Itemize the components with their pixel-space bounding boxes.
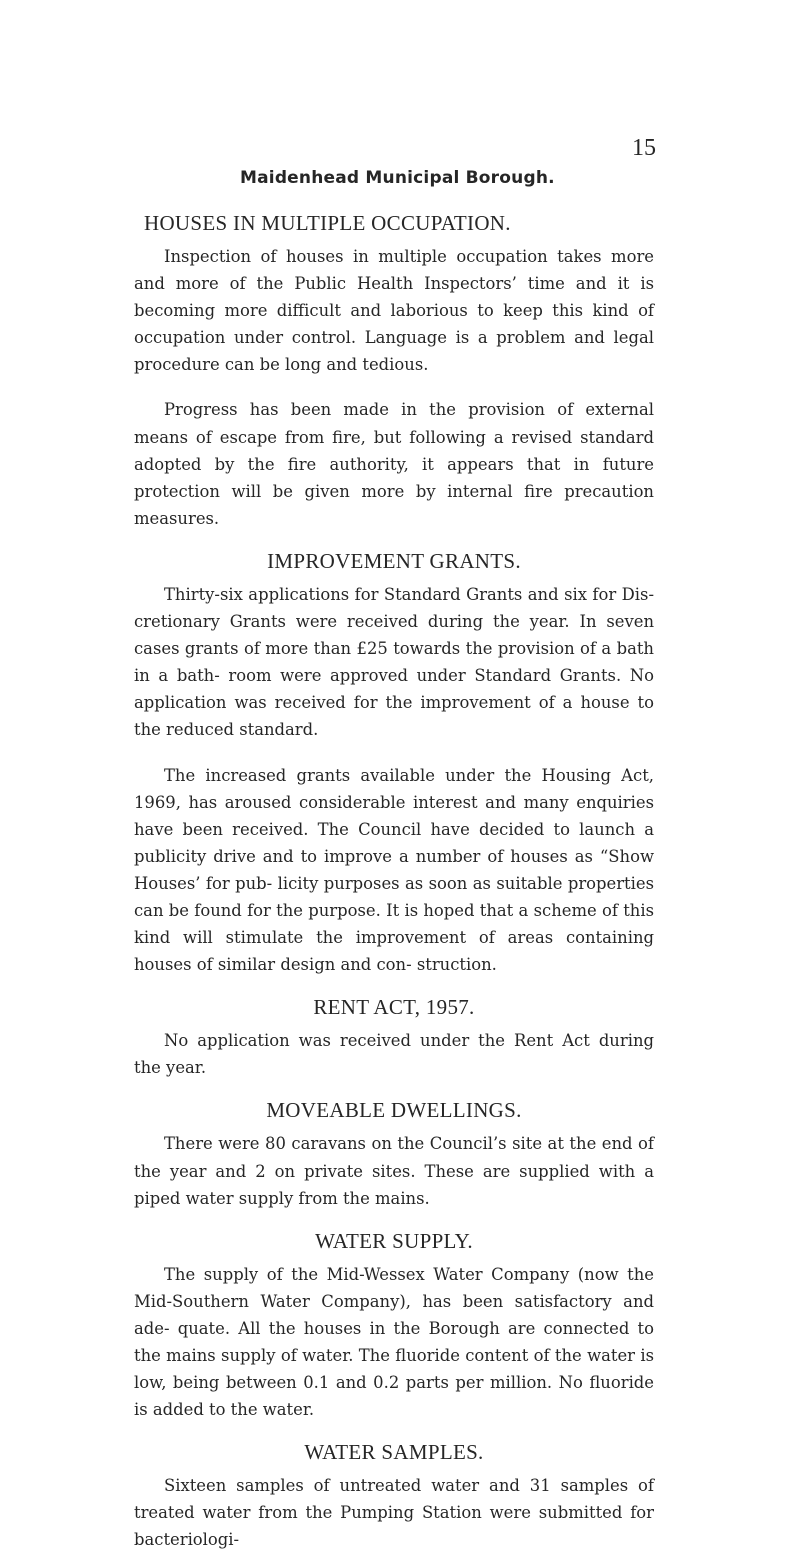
paragraph-houses-1: Inspection of houses in multiple occupation takes more and more of the Public Health Inspectors’ time and it is becoming more difficult and laborious to keep this kind of occupation under control. Language is a problem and legal procedure can be long and tedious. <box>134 247 654 375</box>
paragraph-grants-1: Thirty-six applications for Standard Grants and six for Dis- cretionary Grants were received during the year. In seven cases grants of more than £25 towards the provision of a bath in a bath- room were approved under Standard Grants. No application was received for the improvement of a house to the reduced standard. <box>134 584 654 740</box>
section-heading-rent-act: RENT ACT, 1957. <box>313 995 475 1020</box>
paragraph-water-samples: Sixteen samples of untreated water and 31 samples of treated water from the Pumping Station were submitted for bacteriologi- <box>134 1476 654 1550</box>
page-body <box>134 208 654 1554</box>
paragraph-grants-2: The increased grants available under the Housing Act, 1969, has aroused considerable interest and many enquiries have been received. The Council have decided to launch a publicity drive and to improve a number of houses as “Show Houses’ for pub- licity purposes as soon as suitable properties can be found for the purpose. It is hoped that a scheme of this kind will stimulate the improvement of areas containing houses of similar design and con- struction. <box>134 765 654 975</box>
section-heading-water-samples: WATER SAMPLES. <box>304 1440 484 1465</box>
section-heading-water-supply: WATER SUPPLY. <box>315 1228 473 1253</box>
paragraph-water-supply: The supply of the Mid-Wessex Water Company (now the Mid-Southern Water Company), has been satisfactory and ade- quate. All the houses in the Borough are connected to the mains supply of water. The fluoride content of the water is low, being between 0.1 and 0.2 parts per million. No fluoride is added to the water. <box>134 1264 654 1420</box>
paragraph-houses-2: Progress has been made in the provision of external means of escape from fire, but following a revised standard adopted by the fire authority, it appears that in future protection will be given more by internal fire precaution measures. <box>134 400 654 528</box>
paragraph-rent-act: No application was received under the Rent Act during the year. <box>134 1031 654 1078</box>
section-heading-improvement-grants: IMPROVEMENT GRANTS. <box>267 548 521 573</box>
paragraph-moveable-dwellings: There were 80 caravans on the Council’s site at the end of the year and 2 on private sites. These are supplied with a piped water supply from the mains. <box>134 1134 654 1208</box>
page-number: 15 <box>632 135 656 161</box>
running-head: Maidenhead Municipal Borough. <box>240 168 555 188</box>
section-heading-houses-in-multiple-occupation: HOUSES IN MULTIPLE OCCUPATION. <box>144 211 511 235</box>
section-heading-moveable-dwellings: MOVEABLE DWELLINGS. <box>266 1098 522 1123</box>
